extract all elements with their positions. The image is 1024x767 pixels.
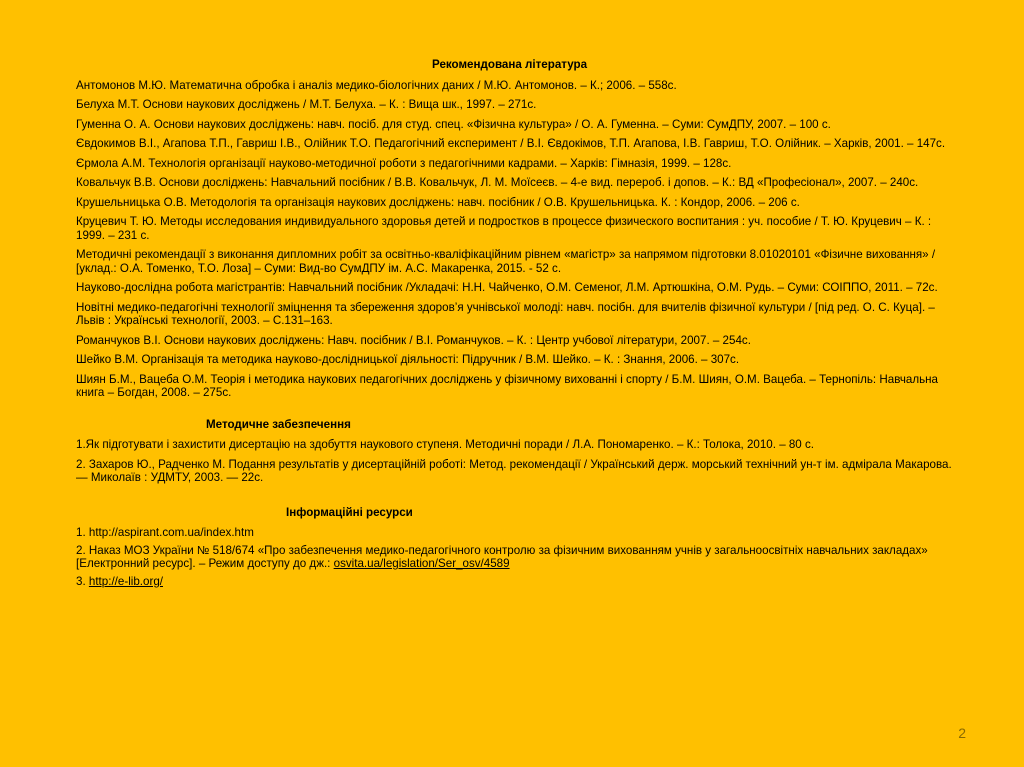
literature-item: Антомонов М.Ю. Математична обробка і аналіз медико-біологічних даних / М.Ю. Антомонов. – К.; 2006. – 558с.: [76, 78, 677, 92]
literature-list: [76, 79, 956, 400]
literature-item: Крушельницька О.В. Методологія та організація наукових досліджень: навч. посібник / О.В. Крушельницька. К. : Кондор, 2006. – 206 с.: [76, 195, 800, 209]
page-number: 2: [958, 725, 966, 741]
literature-heading: Рекомендована література: [432, 58, 588, 71]
resource-item-3: [76, 575, 956, 589]
slide-content: [76, 58, 956, 592]
resources-list: [76, 526, 956, 588]
methodical-item: 2. Захаров Ю., Радченко М. Подання результатів у дисертаційній роботі: Метод. рекомендації / Український держ. морський технічний ун-т ім. адмірала Макарова. — Миколаїв : УДМТУ, 2003. — 22с.: [76, 457, 952, 484]
resource-item-1: 1. http://aspirant.com.ua/index.htm: [76, 526, 254, 539]
resource-item-3-prefix: 3.: [76, 574, 89, 588]
resource-item-2-text: 2. Наказ МОЗ України № 518/674 «Про забезпечення медико-педагогічного контролю за фізичним вихованням учнів у загальноосвітніх навчальних закладах» [Електронний ресурс]. – Режим доступу до дж.:: [76, 543, 928, 570]
literature-item: Шейко В.М. Організація та методика науково-дослідницької діяльності: Підручник / В.М. Шейко. – К. : Знання, 2006. – 307с.: [76, 353, 740, 366]
resource-item-2: [76, 544, 956, 571]
literature-item: Методичні рекомендації з виконання дипломних робіт за освітньо-кваліфікаційним рівнем «магістр» за напрямом підготовки 8.01020101 «Фізичне виховання» / [уклад.: О.А. Томенко, Т.О. Лоза] – Суми: Вид-во СумДПУ ім. А.С. Макаренка, 2015. - 52 с.: [76, 248, 936, 275]
resources-heading: Інформаційні ресурси: [286, 505, 413, 519]
literature-item: Романчуков В.І. Основи наукових досліджень: Навч. посібник / В.І. Романчуков. – К. : Центр учбової літератури, 2007. – 254с.: [76, 333, 751, 347]
literature-item: Новітні медико-педагогічні технології зміцнення та збереження здоров’я учнівської молоді: навч. посібн. для вчителів фізичної культури / [під ред. О. С. Куца]. – Львів : Українські технології, 2003. – С.131–163.: [76, 300, 935, 327]
literature-item: Белуха М.Т. Основи наукових досліджень / М.Т. Белуха. – К. : Вища шк., 1997. – 271с.: [76, 98, 537, 111]
methodical-item: 1.Як підготувати і захистити дисертацію на здобуття наукового ступеня. Методичні поради / Л.А. Пономаренко. – К.: Толока, 2010. – 80 с.: [76, 438, 814, 451]
literature-item: Шиян Б.М., Вацеба О.М. Теорія і методика наукових педагогічних досліджень у фізичному вихованні і спорту / Б.М. Шиян, О.М. Вацеба. – Тернопіль: Навчальна книга – Богдан, 2008. – 275с.: [76, 372, 938, 399]
literature-item: Єрмола А.М. Технологія організації науково-методичної роботи з педагогічними кадрами. – Харків: Гімназія, 1999. – 128с.: [76, 156, 732, 170]
literature-item: Гуменна О. А. Основи наукових досліджень: навч. посіб. для студ. спец. «Фізична культура» / О. А. Гуменна. – Суми: СумДПУ, 2007. – 100 с.: [76, 117, 831, 131]
osvita-link[interactable]: osvita.ua/legislation/Ser_osv/4589: [333, 557, 510, 570]
methodical-list: [76, 438, 956, 485]
literature-item: Ковальчук В.В. Основи досліджень: Навчальний посібник / В.В. Ковальчук, Л. М. Моїсеєв. – 4-е вид. перероб. і допов. – К.: ВД «Професіонал», 2007. – 240с.: [76, 176, 919, 189]
literature-item: Науково-дослідна робота магістрантів: Навчальний посібник /Укладачі: Н.Н. Чайченко, О.М. Семеног, Л.М. Артюшкіна, О.М. Рудь. – Суми: СОІППО, 2011. – 72с.: [76, 281, 938, 294]
literature-item: Євдокимов В.І., Агапова Т.П., Гавриш І.В., Олійник Т.О. Педагогічний експеримент / В.І. Євдокімов, Т.П. Агапова, І.В. Гавриш, Т.О. Олійник. – Харків, 2001. – 147с.: [76, 137, 946, 150]
literature-item: Круцевич Т. Ю. Методы исследования индивидуального здоровья детей и подростков в процессе физического воспитания : уч. пособие / Т. Ю. Круцевич – К. : 1999. – 231 с.: [76, 215, 932, 242]
methodical-heading: Методичне забезпечення: [206, 417, 351, 431]
e-lib-link[interactable]: http://e-lib.org/: [88, 574, 163, 588]
